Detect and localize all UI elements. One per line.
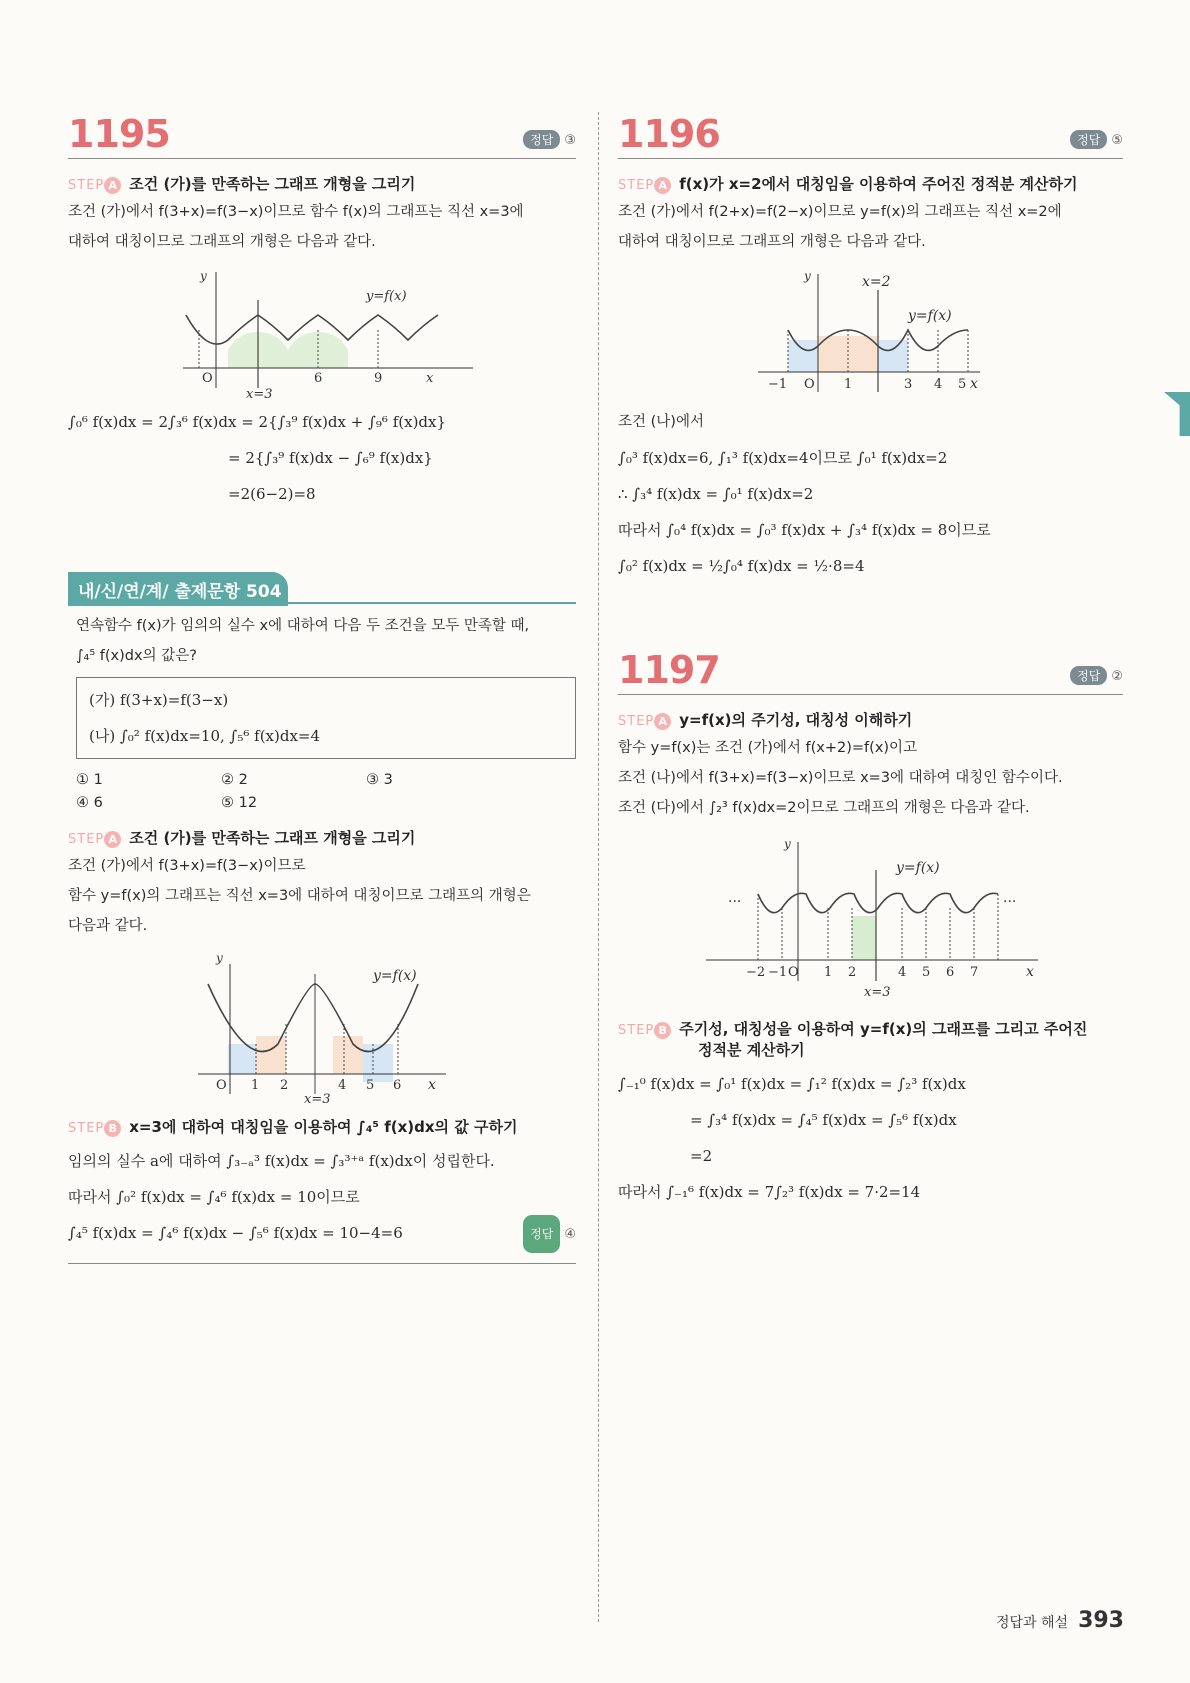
step-circle: B — [104, 1120, 121, 1137]
equation: ∫₋₁⁰ f(x)dx = ∫₀¹ f(x)dx = ∫₁² f(x)dx = ∫₂³ f(x)dx — [618, 1075, 966, 1093]
step-title: 조건 (가)를 만족하는 그래프 개형을 그리기 — [129, 829, 416, 847]
step-label: STEP — [618, 714, 655, 729]
x-axis-label: x — [426, 371, 434, 386]
left-column — [68, 112, 576, 1264]
choice: ② 2 — [221, 772, 248, 788]
tick-label: 4 — [898, 965, 907, 980]
answer-badge: 정답 — [523, 130, 560, 149]
tick-label: 5 — [366, 1078, 375, 1093]
equation: 따라서 ∫₋₁⁶ f(x)dx = 7∫₂³ f(x)dx = 7·2=14 — [618, 1183, 921, 1201]
tick-label: 1 — [824, 965, 833, 980]
answer-value: ⑤ — [1111, 133, 1123, 148]
graph-1196 — [618, 260, 1123, 400]
tick-label: 6 — [946, 965, 955, 980]
symmetry-label: x=3 — [864, 985, 891, 1000]
equation: = 2{∫₃⁹ f(x)dx − ∫₆⁹ f(x)dx} — [228, 449, 433, 467]
step-a-heading — [68, 827, 576, 848]
symmetry-label: x=2 — [862, 274, 891, 290]
tick-label: 2 — [280, 1078, 289, 1093]
page-number: 393 — [1078, 1608, 1124, 1633]
tick-label: 7 — [970, 965, 979, 980]
equation: ∴ ∫₃⁴ f(x)dx = ∫₀¹ f(x)dx=2 — [618, 485, 814, 503]
side-tab — [1164, 392, 1190, 436]
linked-problem-banner — [68, 572, 576, 606]
step-title: 정적분 계산하기 — [698, 1041, 805, 1059]
step-title: f(x)가 x=2에서 대칭임을 이용하여 주어진 정적분 계산하기 — [679, 175, 1078, 193]
question-text: 연속함수 f(x)가 임의의 실수 x에 대하여 다음 두 조건을 모두 만족할 때, — [76, 618, 530, 634]
step-title: x=3에 대하여 대칭임을 이용하여 ∫₄⁵ f(x)dx의 값 구하기 — [129, 1118, 518, 1136]
step-circle: A — [654, 177, 671, 194]
answer-value: ④ — [564, 1227, 576, 1242]
condition: (가) f(3+x)=f(3−x) — [89, 691, 229, 709]
equation: = ∫₃⁴ f(x)dx = ∫₄⁵ f(x)dx = ∫₅⁶ f(x)dx — [690, 1111, 957, 1129]
answer-badge: 정답 — [1070, 666, 1107, 685]
explanation-text: 함수 y=f(x)의 그래프는 직선 x=3에 대하여 대칭이므로 그래프의 개형은 — [68, 888, 531, 904]
equation: ∫₀⁶ f(x)dx = 2∫₃⁶ f(x)dx = 2{∫₃⁹ f(x)dx + ∫₉⁶ f(x)dx} — [68, 413, 447, 431]
explanation-text: 조건 (나)에서 — [618, 414, 704, 430]
step-circle: A — [654, 713, 671, 730]
explanation-text: 조건 (나)에서 f(3+x)=f(3−x)이므로 x=3에 대하여 대칭인 함수이다. — [618, 770, 1063, 786]
answer-badge: 정답 — [523, 1215, 560, 1253]
choice: ③ 3 — [366, 772, 393, 788]
equation: 따라서 ∫₀⁴ f(x)dx = ∫₀³ f(x)dx + ∫₃⁴ f(x)dx = 8이므로 — [618, 521, 991, 539]
step-circle: A — [104, 831, 121, 848]
equation: ∫₀³ f(x)dx=6, ∫₁³ f(x)dx=4이므로 ∫₀¹ f(x)dx=2 — [618, 449, 948, 467]
step-a-heading — [618, 709, 1123, 730]
answer-badge: 정답 — [1070, 130, 1107, 149]
column-divider — [598, 112, 599, 1622]
y-axis-label: y — [784, 837, 791, 851]
problem-number: 1195 — [68, 112, 170, 156]
explanation-text: 다음과 같다. — [68, 918, 148, 934]
explanation-text: 조건 (다)에서 ∫₂³ f(x)dx=2이므로 그래프의 개형은 다음과 같다. — [618, 800, 1030, 816]
step-circle: A — [104, 177, 121, 194]
function-label: y=f(x) — [366, 289, 407, 304]
tick-label: 9 — [374, 371, 383, 386]
answer-value: ② — [1111, 669, 1123, 684]
equation: =2 — [690, 1147, 713, 1165]
x-axis-label: x — [1026, 964, 1034, 980]
explanation-text: 함수 y=f(x)는 조건 (가)에서 f(x+2)=f(x)이고 — [618, 740, 918, 756]
symmetry-label: x=3 — [246, 387, 273, 400]
graph-linked — [68, 944, 576, 1104]
choice: ① 1 — [76, 772, 103, 788]
problem-number: 1197 — [618, 648, 720, 692]
step-label: STEP — [618, 178, 655, 193]
section-end-line — [68, 1263, 576, 1264]
tick-label: 5 — [922, 965, 931, 980]
function-label: y=f(x) — [908, 308, 952, 324]
equation-final — [68, 1215, 576, 1251]
problem-header-1195 — [68, 112, 576, 159]
explanation-text: 조건 (가)에서 f(3+x)=f(3−x)이므로 — [68, 858, 306, 874]
explanation-text: 조건 (가)에서 f(3+x)=f(3−x)이므로 함수 f(x)의 그래프는 직선 x=3에 — [68, 204, 524, 220]
condition: (나) ∫₀² f(x)dx=10, ∫₅⁶ f(x)dx=4 — [89, 727, 321, 745]
tick-label: −1 — [768, 965, 788, 980]
step-label: STEP — [68, 832, 105, 847]
choice: ⑤ 12 — [221, 795, 258, 811]
step-b-heading — [618, 1018, 1123, 1060]
tick-label: 5 — [958, 377, 967, 392]
answer-tag — [1070, 130, 1123, 149]
step-a-heading — [618, 173, 1123, 194]
tick-label: 2 — [848, 965, 857, 980]
equation: ∫₀² f(x)dx = ½∫₀⁴ f(x)dx = ½·8=4 — [618, 557, 865, 575]
function-label: y=f(x) — [896, 860, 940, 876]
tick-label: −2 — [746, 965, 766, 980]
y-axis-label: y — [804, 269, 811, 283]
tick-label: −1 — [768, 377, 788, 392]
page-footer — [996, 1608, 1124, 1633]
origin-label: O — [216, 1078, 227, 1093]
step-label: STEP — [68, 1121, 105, 1136]
tick-label: 1 — [844, 377, 853, 392]
origin-label: O — [788, 965, 799, 980]
graph-1197 — [618, 826, 1123, 1006]
tick-label: 4 — [934, 377, 943, 392]
step-label: STEP — [68, 178, 105, 193]
explanation-text: 조건 (가)에서 f(2+x)=f(2−x)이므로 y=f(x)의 그래프는 직선 x=2에 — [618, 204, 1062, 220]
x-axis-label: x — [970, 376, 978, 392]
right-column — [618, 112, 1123, 1210]
explanation-text: 대하여 대칭이므로 그래프의 개형은 다음과 같다. — [618, 234, 926, 250]
equation: 임의의 실수 a에 대하여 ∫₃₋ₐ³ f(x)dx = ∫₃³⁺ᵃ f(x)dx이 성립한다. — [68, 1152, 495, 1170]
tick-label: 4 — [338, 1078, 347, 1093]
problem-header-1197 — [618, 648, 1123, 695]
ellipsis-right: ··· — [1003, 894, 1017, 910]
step-label: STEP — [618, 1023, 655, 1038]
origin-label: O — [202, 371, 213, 386]
y-axis-label: y — [216, 951, 223, 965]
graph-1195 — [68, 260, 576, 400]
answer-tag — [523, 130, 576, 149]
step-title: 조건 (가)를 만족하는 그래프 개형을 그리기 — [129, 175, 416, 193]
answer-choices — [76, 769, 576, 815]
step-b-heading — [68, 1116, 576, 1137]
step-circle: B — [654, 1022, 671, 1039]
x-axis-label: x — [428, 1077, 436, 1093]
tick-label: 6 — [314, 371, 323, 386]
answer-tag — [1070, 666, 1123, 685]
step-a-heading — [68, 173, 576, 194]
step-title: 주기성, 대칭성을 이용하여 y=f(x)의 그래프를 그리고 주어진 — [679, 1020, 1088, 1038]
problem-header-1196 — [618, 112, 1123, 159]
origin-label: O — [804, 377, 815, 392]
question-text: ∫₄⁵ f(x)dx의 값은? — [76, 648, 197, 664]
problem-number: 1196 — [618, 112, 720, 156]
explanation-text: 대하여 대칭이므로 그래프의 개형은 다음과 같다. — [68, 234, 376, 250]
banner-title: 내/신/연/계/ 출제문항 504 — [78, 582, 282, 602]
choice: ④ 6 — [76, 795, 103, 811]
answer-value: ③ — [564, 133, 576, 148]
answer-tag — [523, 1215, 576, 1253]
equation: =2(6−2)=8 — [228, 485, 316, 503]
step-title: y=f(x)의 주기성, 대칭성 이해하기 — [679, 711, 913, 729]
equation: ∫₄⁵ f(x)dx = ∫₄⁶ f(x)dx − ∫₅⁶ f(x)dx = 10−4=6 — [68, 1224, 403, 1242]
tick-label: 1 — [251, 1078, 260, 1093]
equation: 따라서 ∫₀² f(x)dx = ∫₄⁶ f(x)dx = 10이므로 — [68, 1188, 360, 1206]
y-axis-label: y — [200, 269, 207, 283]
footer-label: 정답과 해설 — [995, 1615, 1069, 1631]
condition-box — [76, 677, 576, 759]
tick-label: 3 — [904, 377, 913, 392]
ellipsis-left: ··· — [728, 894, 742, 910]
symmetry-label: x=3 — [304, 1092, 331, 1104]
function-label: y=f(x) — [373, 968, 417, 984]
tick-label: 6 — [393, 1078, 402, 1093]
